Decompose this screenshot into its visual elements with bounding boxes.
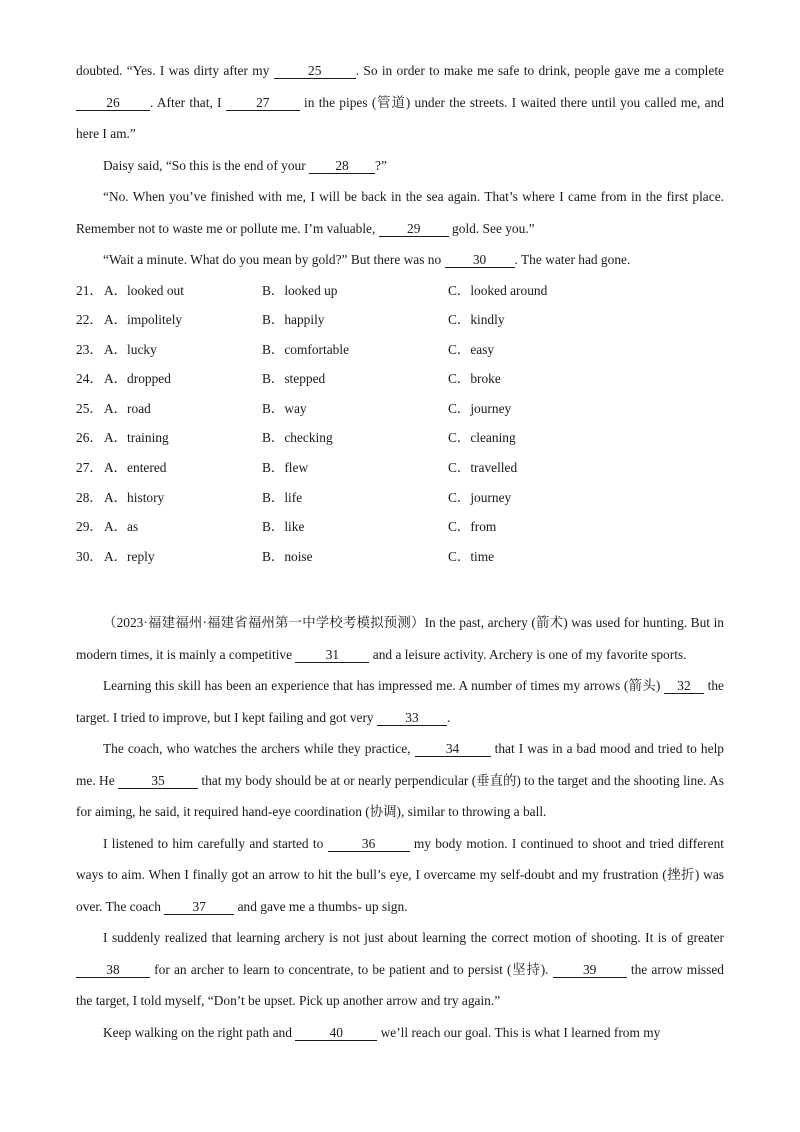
blank-37[interactable]: 37 <box>164 899 234 915</box>
blank-33[interactable]: 33 <box>377 710 447 726</box>
option-a[interactable]: A．as <box>104 519 139 535</box>
option-a[interactable]: A．history <box>104 489 165 505</box>
blank-40[interactable]: 40 <box>295 1025 377 1041</box>
option-a[interactable]: A．dropped <box>104 371 171 387</box>
option-b[interactable]: B．comfortable <box>262 341 350 357</box>
option-row: 22． A．impolitely B．happily C．kindly <box>76 305 724 335</box>
option-a[interactable]: A．road <box>104 400 151 416</box>
option-c[interactable]: C．from <box>448 519 497 535</box>
option-b[interactable]: B．stepped <box>262 371 326 387</box>
option-a[interactable]: A．impolitely <box>104 312 183 328</box>
option-c[interactable]: C．broke <box>448 371 501 387</box>
option-a[interactable]: A．looked out <box>104 282 184 298</box>
blank-27[interactable]: 27 <box>226 95 300 111</box>
option-b[interactable]: B．life <box>262 489 303 505</box>
blank-26[interactable]: 26 <box>76 95 150 111</box>
option-row: 21． A．looked out B．looked up C．looked around <box>76 276 724 306</box>
blank-35[interactable]: 35 <box>118 773 198 789</box>
option-a[interactable]: A．reply <box>104 548 155 564</box>
option-b[interactable]: B．flew <box>262 460 309 476</box>
blank-31[interactable]: 31 <box>295 647 369 663</box>
passage2-paragraph-1: （2023·福建福州·福建省福州第一中学校考模拟预测）In the past, archery (箭术) was used for hunting. But in modern times, it is mainly a competitive 31 and a leisure activity. Archery is one of my favorite sports. <box>76 615 724 662</box>
passage1-paragraph-4: “Wait a minute. What do you mean by gold?” But there was no 30 . The water had gone. <box>103 252 631 267</box>
passage2 <box>76 607 724 1048</box>
blank-32[interactable]: 32 <box>664 678 704 694</box>
option-c[interactable]: C．time <box>448 548 495 564</box>
option-c[interactable]: C．easy <box>448 341 495 357</box>
option-row: 30． A．reply B．noise C．time <box>76 542 724 572</box>
option-row: 26． A．training B．checking C．cleaning <box>76 423 724 453</box>
passage2-paragraph-2: Learning this skill has been an experience that has impressed me. A number of times my arrows (箭头) 32 the target. I tried to improve, but I kept failing and got very 33 . <box>76 678 724 725</box>
option-row: 25． A．road B．way C．journey <box>76 394 724 424</box>
option-c[interactable]: C．looked around <box>448 282 548 298</box>
option-c[interactable]: C．journey <box>448 400 512 416</box>
option-row: 27． A．entered B．flew C．travelled <box>76 453 724 483</box>
option-row: 23． A．lucky B．comfortable C．easy <box>76 335 724 365</box>
blank-30[interactable]: 30 <box>445 252 515 268</box>
blank-39[interactable]: 39 <box>553 962 627 978</box>
option-b[interactable]: B．like <box>262 519 305 535</box>
passage1-paragraph-3: “No. When you’ve finished with me, I will be back in the sea again. That’s where I came from in the first place. Remember not to waste me or pollute me. I’m valuable, 29 gold. See you.” <box>76 189 724 236</box>
blank-29[interactable]: 29 <box>379 221 449 237</box>
blank-38[interactable]: 38 <box>76 962 150 978</box>
passage2-paragraph-4: I listened to him carefully and started to 36 my body motion. I continued to shoot and tried different ways to aim. When I finally got an arrow to hit the bull’s eye, I overcame my self-doubt and my frustration (挫折) was over. The coach 37 and gave me a thumbs- up sign. <box>76 835 724 914</box>
blank-28[interactable]: 28 <box>309 158 375 174</box>
option-b[interactable]: B．happily <box>262 312 325 328</box>
option-row: 29． A．as B．like C．from <box>76 512 724 542</box>
passage1-paragraph-1: doubted. “Yes. I was dirty after my 25 . So in order to make me safe to drink, people gave me a complete 26 . After that, I 27 in the pipes (管道) under the streets. I waited there until you called me, and here I am.” <box>76 63 724 141</box>
option-row: 24． A．dropped B．stepped C．broke <box>76 364 724 394</box>
option-c[interactable]: C．travelled <box>448 460 518 476</box>
option-a[interactable]: A．entered <box>104 460 167 476</box>
blank-34[interactable]: 34 <box>415 741 491 757</box>
passage1-paragraph-2: Daisy said, “So this is the end of your 28 ?” <box>103 157 387 173</box>
document-page <box>76 55 724 1048</box>
option-c[interactable]: C．journey <box>448 489 512 505</box>
blank-25[interactable]: 25 <box>274 63 356 79</box>
option-c[interactable]: C．kindly <box>448 312 505 328</box>
blank-36[interactable]: 36 <box>328 836 410 852</box>
option-c[interactable]: C．cleaning <box>448 430 516 446</box>
option-b[interactable]: B．way <box>262 400 307 416</box>
option-b[interactable]: B．looked up <box>262 282 338 298</box>
options-list <box>76 276 724 572</box>
passage2-paragraph-6: Keep walking on the right path and 40 we’ll reach our goal. This is what I learned from my <box>103 1024 661 1040</box>
passage2-paragraph-3: The coach, who watches the archers while they practice, 34 that I was in a bad mood and tried to help me. He 35 that my body should be at or nearly perpendicular (垂直的) to the target and the shooting line. As for aiming, he said, it required hand-eye coordination (协调), similar to throwing a ball. <box>76 741 724 820</box>
option-b[interactable]: B．noise <box>262 548 313 564</box>
passage2-paragraph-5: I suddenly realized that learning archery is not just about learning the correct motion of shooting. It is of greater 38 for an archer to learn to concentrate, to be patient and to persist (坚持). 39 the arrow missed the target, I told myself, “Don’t be upset. Pick up another arrow and try again.” <box>76 930 724 1009</box>
option-a[interactable]: A．lucky <box>104 341 157 357</box>
option-a[interactable]: A．training <box>104 430 169 446</box>
option-b[interactable]: B．checking <box>262 430 333 446</box>
option-row: 28． A．history B．life C．journey <box>76 483 724 513</box>
